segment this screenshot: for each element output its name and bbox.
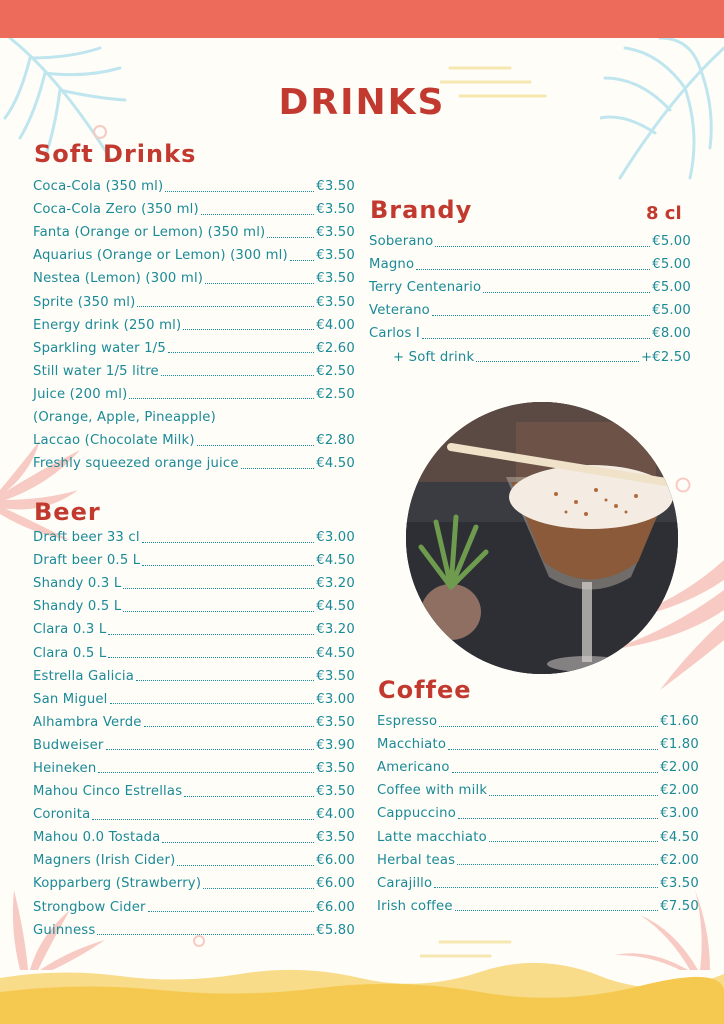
coffee-item-name: Latte macchiato (377, 829, 487, 845)
beer-item-name: Mahou Cinco Estrellas (33, 784, 183, 800)
beer-item (33, 734, 355, 757)
dot-leader (123, 587, 314, 589)
soft-drink-item (33, 290, 355, 313)
coffee-item-name: Americano (377, 760, 450, 776)
dot-leader (98, 771, 314, 773)
soft-drink-item (33, 244, 355, 267)
beer-item (33, 526, 355, 549)
coffee-item-price: €1.60 (660, 714, 699, 730)
soft-drink-item (33, 267, 355, 290)
brandy-size-label: 8 cl (646, 203, 682, 224)
coffee-item-price: €2.00 (660, 783, 699, 799)
beer-item (33, 872, 355, 895)
beer-item (33, 665, 355, 688)
dot-leader (106, 748, 315, 750)
dot-leader (422, 337, 650, 339)
beer-item-name: Heineken (33, 760, 97, 776)
beer-item (33, 919, 355, 942)
coffee-item (377, 710, 699, 733)
brandy-item-price: €5.00 (652, 234, 691, 250)
coffee-item-name: Herbal teas (377, 852, 456, 868)
coffee-heading: Coffee (378, 676, 472, 704)
dot-leader (439, 725, 658, 727)
ring-decoration (92, 124, 108, 140)
coffee-item (377, 733, 699, 756)
dot-leader (142, 564, 314, 566)
coffee-item-name: Espresso (377, 714, 438, 730)
dot-leader (136, 679, 314, 681)
dot-leader (489, 794, 658, 796)
beer-item-price: €3.50 (316, 784, 355, 800)
soft-drink-item-price: €2.60 (316, 340, 355, 356)
dot-leader (241, 467, 315, 469)
dot-leader (168, 351, 314, 353)
beer-item-name: Coronita (33, 807, 91, 823)
beer-item-price: €3.20 (316, 622, 355, 638)
brandy-item-price: €5.00 (652, 280, 691, 296)
beer-item-name: Shandy 0.3 L (33, 576, 122, 592)
soft-drink-item (33, 360, 355, 383)
dot-leader (457, 863, 658, 865)
beer-item-price: €3.50 (316, 760, 355, 776)
coffee-item-price: €3.00 (660, 806, 699, 822)
beer-item (33, 780, 355, 803)
beer-item-name: San Miguel (33, 691, 108, 707)
soft-drink-item-price: €3.50 (316, 271, 355, 287)
beer-item-price: €6.00 (316, 876, 355, 892)
beer-item (33, 711, 355, 734)
soft-drink-item-price: €2.50 (316, 386, 355, 402)
beer-item (33, 826, 355, 849)
dot-leader (108, 633, 314, 635)
beer-item (33, 641, 355, 664)
coffee-item-price: €2.00 (660, 760, 699, 776)
soft-drink-item-price: €3.50 (316, 225, 355, 241)
soft-drink-item-name: Coca-Cola Zero (350 ml) (33, 202, 199, 218)
beer-item-name: Shandy 0.5 L (33, 599, 122, 615)
soft-drink-item-name: Still water 1/5 litre (33, 363, 159, 379)
beer-item-price: €6.00 (316, 899, 355, 915)
dot-leader (110, 702, 315, 704)
brandy-item (369, 345, 691, 368)
coffee-item (377, 825, 699, 848)
dot-leader (267, 236, 314, 238)
dot-leader (432, 314, 650, 316)
soft-drink-item-price: €4.50 (316, 456, 355, 472)
brandy-item-price: €5.00 (652, 303, 691, 319)
coffee-item-name: Carajillo (377, 875, 433, 891)
beer-item-price: €3.50 (316, 714, 355, 730)
coffee-item-name: Cappuccino (377, 806, 456, 822)
soft-drink-item (33, 406, 355, 429)
dot-leader (476, 360, 639, 362)
beer-item-name: Clara 0.3 L (33, 622, 107, 638)
soft-drink-item-name: Sparkling water 1/5 (33, 340, 166, 356)
beer-item (33, 572, 355, 595)
dot-leader (183, 328, 314, 330)
coffee-item (377, 895, 699, 918)
beer-item-price: €3.00 (316, 530, 355, 546)
top-bar (0, 0, 724, 38)
beer-item-price: €4.50 (316, 599, 355, 615)
soft-drink-item-price: €2.80 (316, 433, 355, 449)
soft-drink-item-price: €3.50 (316, 179, 355, 195)
brandy-list (369, 230, 691, 369)
dot-leader (483, 291, 650, 293)
coffee-item-price: €4.50 (660, 829, 699, 845)
coffee-item-price: €1.80 (660, 737, 699, 753)
dot-leader (165, 190, 314, 192)
brandy-item-name: Veterano (369, 303, 430, 319)
beer-item-price: €4.50 (316, 645, 355, 661)
soft-drink-item-price: €4.00 (316, 317, 355, 333)
beer-item-name: Draft beer 0.5 L (33, 553, 141, 569)
beer-item (33, 757, 355, 780)
soft-drinks-heading: Soft Drinks (34, 140, 197, 168)
dot-leader (177, 864, 314, 866)
beer-item (33, 618, 355, 641)
soft-drink-item-name: Aquarius (Orange or Lemon) (300 ml) (33, 248, 288, 264)
brandy-item (369, 253, 691, 276)
beer-item-price: €3.50 (316, 830, 355, 846)
soft-drink-item (33, 452, 355, 475)
soft-drink-item (33, 198, 355, 221)
coffee-item-price: €2.00 (660, 852, 699, 868)
soft-drink-item (33, 383, 355, 406)
brandy-item-price: €5.00 (652, 257, 691, 273)
soft-drink-item-name: Coca-Cola (350 ml) (33, 179, 164, 195)
soft-drink-item-price: €3.50 (316, 294, 355, 310)
soft-drink-item-name: (Orange, Apple, Pineapple) (33, 409, 216, 425)
coffee-list (377, 710, 699, 918)
beer-item (33, 896, 355, 919)
dot-leader (184, 795, 314, 797)
sand-decoration (0, 960, 724, 1024)
beer-item (33, 849, 355, 872)
beer-item-price: €6.00 (316, 853, 355, 869)
soft-drink-item (33, 175, 355, 198)
dot-leader (435, 245, 650, 247)
dot-leader (144, 725, 315, 727)
page-title: DRINKS (278, 82, 446, 123)
brandy-item-name: + Soft drink (393, 349, 475, 365)
soft-drink-item-price: €2.50 (316, 363, 355, 379)
dot-leader (201, 213, 314, 215)
dot-leader (137, 305, 314, 307)
dot-leader (123, 610, 314, 612)
beer-item (33, 688, 355, 711)
beer-item-price: €3.50 (316, 668, 355, 684)
cocktail-glass-illustration (406, 402, 678, 674)
coffee-item-price: €3.50 (660, 875, 699, 891)
dot-leader (452, 771, 659, 773)
dot-leader (142, 541, 315, 543)
brandy-item-name: Terry Centenario (369, 280, 482, 296)
dot-leader (205, 282, 314, 284)
brandy-item-name: Magno (369, 257, 415, 273)
dot-leader (448, 748, 658, 750)
cocktail-photo (406, 402, 678, 674)
soft-drink-item-name: Energy drink (250 ml) (33, 317, 182, 333)
dot-leader (434, 886, 658, 888)
brandy-heading: Brandy (370, 196, 473, 224)
dot-leader (290, 259, 314, 261)
coffee-item-price: €7.50 (660, 898, 699, 914)
beer-item (33, 549, 355, 572)
coffee-item-name: Irish coffee (377, 898, 453, 914)
dot-leader (129, 397, 314, 399)
soft-drinks-list (33, 175, 355, 475)
soft-drink-item-name: Freshly squeezed orange juice (33, 456, 239, 472)
coffee-item (377, 779, 699, 802)
beer-item-name: Strongbow Cider (33, 899, 146, 915)
beer-item-price: €4.50 (316, 553, 355, 569)
dot-leader (203, 887, 314, 889)
soft-drink-item-name: Laccao (Chocolate Milk) (33, 433, 195, 449)
beer-item-name: Draft beer 33 cl (33, 530, 140, 546)
brandy-item-name: Carlos I (369, 326, 420, 342)
brandy-item (369, 322, 691, 345)
beer-item-price: €3.00 (316, 691, 355, 707)
beer-item-price: €5.80 (316, 922, 355, 938)
beer-list (33, 526, 355, 942)
beer-item-name: Clara 0.5 L (33, 645, 107, 661)
dot-leader (161, 374, 314, 376)
coffee-item-name: Coffee with milk (377, 783, 488, 799)
beer-item (33, 803, 355, 826)
brandy-item (369, 299, 691, 322)
brandy-item-price: +€2.50 (640, 349, 691, 365)
beer-item-name: Guinness (33, 922, 96, 938)
dot-leader (108, 656, 314, 658)
beer-item (33, 595, 355, 618)
coffee-item (377, 756, 699, 779)
soft-drink-item-name: Nestea (Lemon) (300 ml) (33, 271, 204, 287)
brandy-item-price: €8.00 (652, 326, 691, 342)
beer-item-price: €4.00 (316, 807, 355, 823)
beer-heading: Beer (34, 498, 101, 526)
coffee-item (377, 849, 699, 872)
dot-leader (458, 817, 658, 819)
soft-drink-item (33, 337, 355, 360)
ring-decoration-right (674, 476, 692, 494)
dot-leader (162, 841, 314, 843)
soft-drink-item-name: Juice (200 ml) (33, 386, 128, 402)
soft-drink-item-name: Fanta (Orange or Lemon) (350 ml) (33, 225, 266, 241)
dot-leader (489, 840, 658, 842)
beer-item-name: Magners (Irish Cider) (33, 853, 176, 869)
soft-drink-item (33, 221, 355, 244)
brandy-item (369, 230, 691, 253)
soft-drink-item (33, 314, 355, 337)
brandy-item-name: Soberano (369, 234, 434, 250)
beer-item-name: Estrella Galicia (33, 668, 135, 684)
coffee-item-name: Macchiato (377, 737, 447, 753)
dot-leader (455, 909, 659, 911)
dot-leader (197, 444, 315, 446)
dot-leader (97, 933, 314, 935)
beer-item-price: €3.20 (316, 576, 355, 592)
dot-leader (416, 268, 650, 270)
coffee-item (377, 872, 699, 895)
soft-drink-item-price: €3.50 (316, 202, 355, 218)
dot-leader (148, 910, 315, 912)
beer-item-name: Mahou 0.0 Tostada (33, 830, 161, 846)
beer-item-name: Alhambra Verde (33, 714, 142, 730)
coffee-item (377, 802, 699, 825)
soft-drink-item (33, 429, 355, 452)
brandy-item (369, 276, 691, 299)
soft-drink-item-price: €3.50 (316, 248, 355, 264)
beer-item-name: Budweiser (33, 737, 104, 753)
beer-item-name: Kopparberg (Strawberry) (33, 876, 202, 892)
beer-item-price: €3.90 (316, 737, 355, 753)
dot-leader (92, 818, 314, 820)
soft-drink-item-name: Sprite (350 ml) (33, 294, 136, 310)
